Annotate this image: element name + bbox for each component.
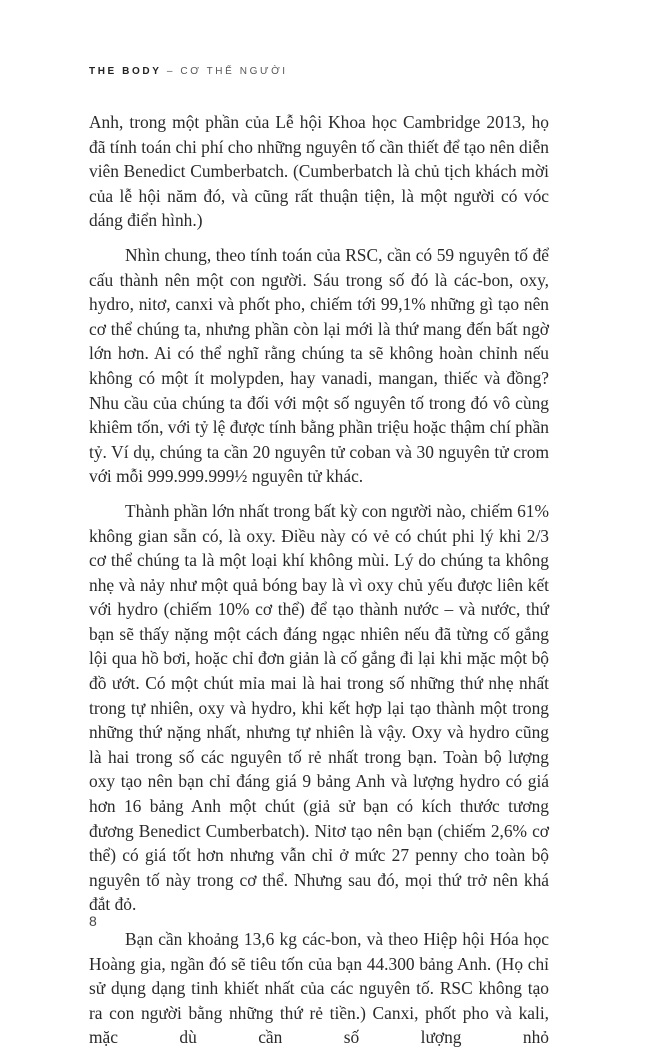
running-header bbox=[89, 66, 288, 77]
paragraph: Nhìn chung, theo tính toán của RSC, cần có 59 nguyên tố để cấu thành nên một con người. Sáu trong số đó là các-bon, oxy, hydro, nitơ, canxi và phốt pho, chiếm tới 99,1% những gì tạo nên cơ thể chúng ta, nhưng phần còn lại mới là thứ mang đến bất ngờ lớn hơn. Ai có thể nghĩ rằng chúng ta sẽ không hoàn chỉnh nếu không có một ít molypden, hay vanadi, mangan, thiếc và đồng? Nhu cầu của chúng ta đối với một số nguyên tố trong đó vô cùng khiêm tốn, với tỷ lệ được tính bằng phần triệu hoặc thậm chí phần tỷ. Ví dụ, chúng ta cần 20 nguyên tử coban và 30 nguyên tử crom với mỗi 999.999.999½ nguyên tử khác. bbox=[89, 244, 549, 487]
book-subtitle: CƠ THỂ NGƯỜI bbox=[180, 66, 288, 77]
paragraph: Bạn cần khoảng 13,6 kg các-bon, và theo Hiệp hội Hóa học Hoàng gia, ngần đó sẽ tiêu tốn của bạn 44.300 bảng Anh. (Họ chỉ sử dụng dạng tinh khiết nhất của các nguyên tố. RSC không tạo ra con người bằng những thứ rẻ tiền.) Canxi, phốt pho và kali, mặc dù cần số lượng nhỏ bbox=[89, 929, 549, 1048]
header-separator: – bbox=[161, 66, 181, 77]
paragraph-continued: Anh, trong một phần của Lễ hội Khoa học Cambridge 2013, họ đã tính toán chi phí cho những nguyên tố cần thiết để tạo nên diễn viên Benedict Cumberbatch. (Cumberbatch là chủ tịch khách mời của lễ hội năm đó, và cũng rất thuận tiện, là một người có vóc dáng điển hình.) bbox=[89, 112, 549, 231]
paragraph: Thành phần lớn nhất trong bất kỳ con người nào, chiếm 61% không gian sẵn có, là oxy. Điều này có vẻ có chút phi lý khi 2/3 cơ thể chúng ta là một loại khí không mùi. Lý do chúng ta không nhẹ và nảy như một quả bóng bay là vì oxy chủ yếu được liên kết với hydro (chiếm 10% cơ thể) để tạo thành nước – và nước, thứ bạn sẽ thấy nặng một cách đáng ngạc nhiên nếu đã từng cố gắng lội qua hồ bơi, hoặc chỉ đơn giản là cố gắng đi lại khi mặc một bộ đồ ướt. Có một chút mỉa mai là hai trong số những thứ nhẹ nhất trong tự nhiên, oxy và hydro, khi kết hợp lại tạo thành một trong những thứ nặng nhất, nhưng tự nhiên là vậy. Oxy và hydro cũng là hai trong số các nguyên tố rẻ nhất trong bạn. Toàn bộ lượng oxy tạo nên bạn chỉ đáng giá 9 bảng Anh và lượng hydro có giá hơn 16 bảng Anh một chút (giả sử bạn có kích thước tương đương Benedict Cumberbatch). Nitơ tạo nên bạn (chiếm 2,6% cơ thể) có giá tốt hơn nhưng vẫn chỉ ở mức 27 penny cho toàn bộ nguyên tố này trong cơ thể. Nhưng sau đó, mọi thứ trở nên khá đắt đỏ. bbox=[89, 500, 549, 915]
book-title: THE BODY bbox=[89, 66, 162, 77]
body-text bbox=[89, 110, 549, 1060]
page-number: 8 bbox=[89, 913, 97, 929]
